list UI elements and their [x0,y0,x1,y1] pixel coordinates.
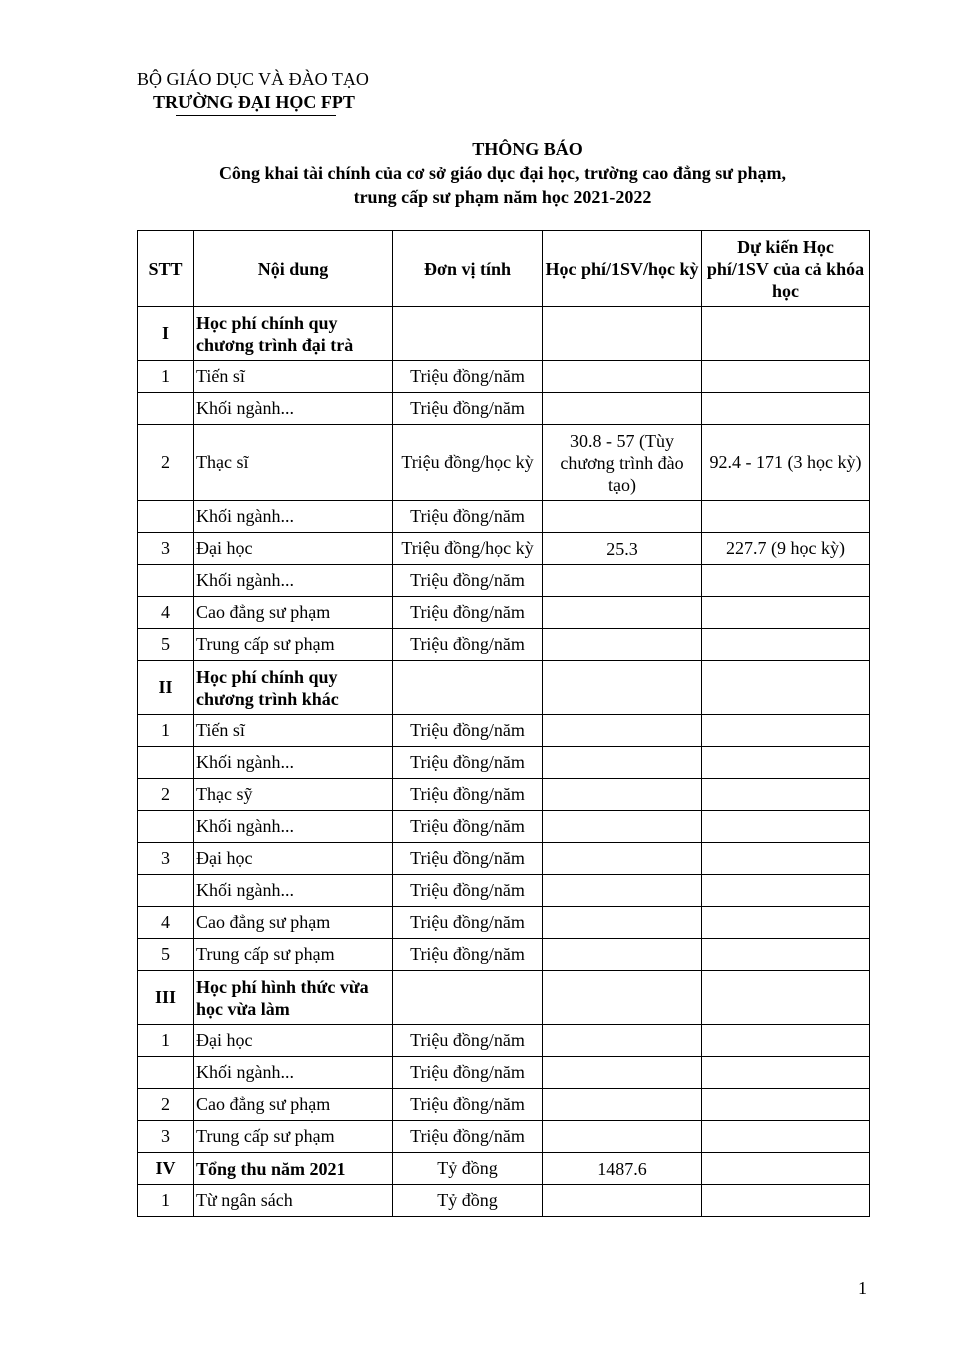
cell-unit: Triệu đồng/năm [393,565,543,597]
cell-unit: Triệu đồng/học kỳ [393,425,543,501]
cell-fee [543,629,702,661]
table-row [138,501,870,533]
cell-content: Cao đẳng sư phạm [194,907,393,939]
cell-total [702,1089,870,1121]
cell-stt: 1 [138,715,194,747]
cell-content: Tiến sĩ [194,715,393,747]
table-row [138,361,870,393]
tuition-table [137,230,870,1217]
cell-stt: IV [138,1153,194,1185]
table-row [138,1121,870,1153]
cell-unit: Triệu đồng/năm [393,1057,543,1089]
page-number: 1 [858,1278,867,1298]
cell-fee: 30.8 - 57 (Tùy chương trình đào tạo) [543,425,702,501]
cell-fee [543,939,702,971]
cell-unit: Triệu đồng/năm [393,715,543,747]
column-header-fee: Học phí/1SV/học kỳ [543,231,702,307]
cell-content: Khối ngành... [194,747,393,779]
table-row [138,779,870,811]
cell-unit: Triệu đồng/năm [393,501,543,533]
cell-content: Trung cấp sư phạm [194,1121,393,1153]
cell-stt: 1 [138,1025,194,1057]
cell-unit [393,971,543,1025]
cell-stt [138,811,194,843]
table-row [138,1089,870,1121]
cell-total [702,747,870,779]
cell-stt: I [138,307,194,361]
cell-stt [138,747,194,779]
cell-unit: Triệu đồng/năm [393,939,543,971]
cell-unit: Triệu đồng/năm [393,747,543,779]
table-row [138,971,870,1025]
cell-total [702,907,870,939]
column-header-content: Nội dung [194,231,393,307]
table-row [138,425,870,501]
cell-fee [543,393,702,425]
cell-fee [543,811,702,843]
cell-stt: 4 [138,907,194,939]
cell-unit: Triệu đồng/năm [393,361,543,393]
cell-fee [543,875,702,907]
cell-content: Học phí chính quy chương trình đại trà [194,307,393,361]
cell-total [702,971,870,1025]
table-row [138,533,870,565]
table-row [138,597,870,629]
cell-total: 227.7 (9 học kỳ) [702,533,870,565]
cell-content: Thạc sĩ [194,425,393,501]
cell-content: Từ ngân sách [194,1185,393,1217]
cell-stt [138,393,194,425]
cell-fee [543,307,702,361]
cell-content: Trung cấp sư phạm [194,629,393,661]
cell-content: Đại học [194,533,393,565]
cell-unit [393,307,543,361]
table-header-row [138,231,870,307]
cell-content: Khối ngành... [194,811,393,843]
cell-stt: 3 [138,843,194,875]
notice-subtitle-line1: Công khai tài chính của cơ sở giáo dục đại học, trường cao đẳng sư phạm, [218,163,787,183]
cell-total [702,393,870,425]
cell-unit: Triệu đồng/năm [393,907,543,939]
cell-stt: 5 [138,629,194,661]
table-row [138,307,870,361]
cell-fee [543,661,702,715]
cell-stt [138,501,194,533]
cell-unit: Triệu đồng/năm [393,811,543,843]
document-header [137,68,369,114]
cell-stt: 2 [138,1089,194,1121]
cell-stt: 5 [138,939,194,971]
cell-total [702,307,870,361]
cell-content: Khối ngành... [194,501,393,533]
school-name: TRƯỜNG ĐẠI HỌC FPT [153,92,355,112]
cell-unit: Triệu đồng/năm [393,1089,543,1121]
cell-total [702,361,870,393]
cell-unit: Triệu đồng/năm [393,1121,543,1153]
table-row [138,1153,870,1185]
cell-fee [543,971,702,1025]
cell-total [702,843,870,875]
cell-stt: 2 [138,779,194,811]
cell-total [702,1185,870,1217]
table-row [138,565,870,597]
cell-total [702,1121,870,1153]
cell-content: Đại học [194,843,393,875]
cell-fee [543,1057,702,1089]
column-header-unit: Đơn vị tính [393,231,543,307]
cell-total [702,811,870,843]
cell-total [702,629,870,661]
cell-unit: Triệu đồng/học kỳ [393,533,543,565]
cell-stt: 3 [138,1121,194,1153]
header-underline [176,115,336,116]
table-row [138,629,870,661]
cell-total [702,1025,870,1057]
cell-unit: Tỷ đồng [393,1153,543,1185]
cell-total [702,875,870,907]
cell-fee [543,779,702,811]
cell-total [702,715,870,747]
column-header-stt: STT [138,231,194,307]
cell-content: Khối ngành... [194,565,393,597]
table-row [138,715,870,747]
table-row [138,875,870,907]
column-header-total: Dự kiến Học phí/1SV của cả khóa học [702,231,870,307]
cell-content: Thạc sỹ [194,779,393,811]
cell-content: Trung cấp sư phạm [194,939,393,971]
table-row [138,939,870,971]
cell-fee [543,843,702,875]
table-row [138,661,870,715]
cell-content: Học phí chính quy chương trình khác [194,661,393,715]
cell-total [702,597,870,629]
cell-total: 92.4 - 171 (3 học kỳ) [702,425,870,501]
cell-total [702,939,870,971]
cell-content: Khối ngành... [194,393,393,425]
table-row [138,747,870,779]
cell-unit: Triệu đồng/năm [393,629,543,661]
cell-content: Khối ngành... [194,875,393,907]
cell-content: Đại học [194,1025,393,1057]
table-row [138,393,870,425]
cell-unit [393,661,543,715]
cell-fee [543,907,702,939]
cell-fee [543,1121,702,1153]
cell-stt [138,565,194,597]
cell-total [702,1153,870,1185]
cell-fee [543,1025,702,1057]
cell-fee [543,1185,702,1217]
cell-total [702,1057,870,1089]
cell-stt: 1 [138,1185,194,1217]
table-row [138,1025,870,1057]
table-row [138,907,870,939]
table-row [138,811,870,843]
cell-unit: Triệu đồng/năm [393,843,543,875]
cell-unit: Triệu đồng/năm [393,393,543,425]
notice-subtitle-line2: trung cấp sư phạm năm học 2021-2022 [353,187,652,207]
cell-total [702,565,870,597]
cell-stt [138,1057,194,1089]
cell-content: Học phí hình thức vừa học vừa làm [194,971,393,1025]
cell-stt: 3 [138,533,194,565]
cell-fee [543,747,702,779]
table-row [138,1185,870,1217]
table-row [138,1057,870,1089]
cell-total [702,661,870,715]
cell-unit: Tỷ đồng [393,1185,543,1217]
ministry-name: BỘ GIÁO DỤC VÀ ĐÀO TẠO [137,69,369,89]
cell-content: Tổng thu năm 2021 [194,1153,393,1185]
cell-unit: Triệu đồng/năm [393,1025,543,1057]
cell-fee: 25.3 [543,533,702,565]
cell-fee [543,597,702,629]
cell-stt: 2 [138,425,194,501]
table-row [138,843,870,875]
cell-fee [543,501,702,533]
notice-title: THÔNG BÁO [472,139,583,159]
cell-total [702,501,870,533]
cell-fee [543,361,702,393]
cell-stt: III [138,971,194,1025]
table-body [138,307,870,1217]
cell-content: Cao đẳng sư phạm [194,1089,393,1121]
cell-fee [543,1089,702,1121]
cell-fee [543,565,702,597]
cell-unit: Triệu đồng/năm [393,875,543,907]
cell-stt: 4 [138,597,194,629]
cell-content: Cao đẳng sư phạm [194,597,393,629]
cell-unit: Triệu đồng/năm [393,597,543,629]
cell-total [702,779,870,811]
title-block [0,137,960,209]
cell-stt: 1 [138,361,194,393]
cell-content: Tiến sĩ [194,361,393,393]
cell-content: Khối ngành... [194,1057,393,1089]
cell-stt: II [138,661,194,715]
cell-unit: Triệu đồng/năm [393,779,543,811]
cell-fee: 1487.6 [543,1153,702,1185]
cell-fee [543,715,702,747]
cell-stt [138,875,194,907]
